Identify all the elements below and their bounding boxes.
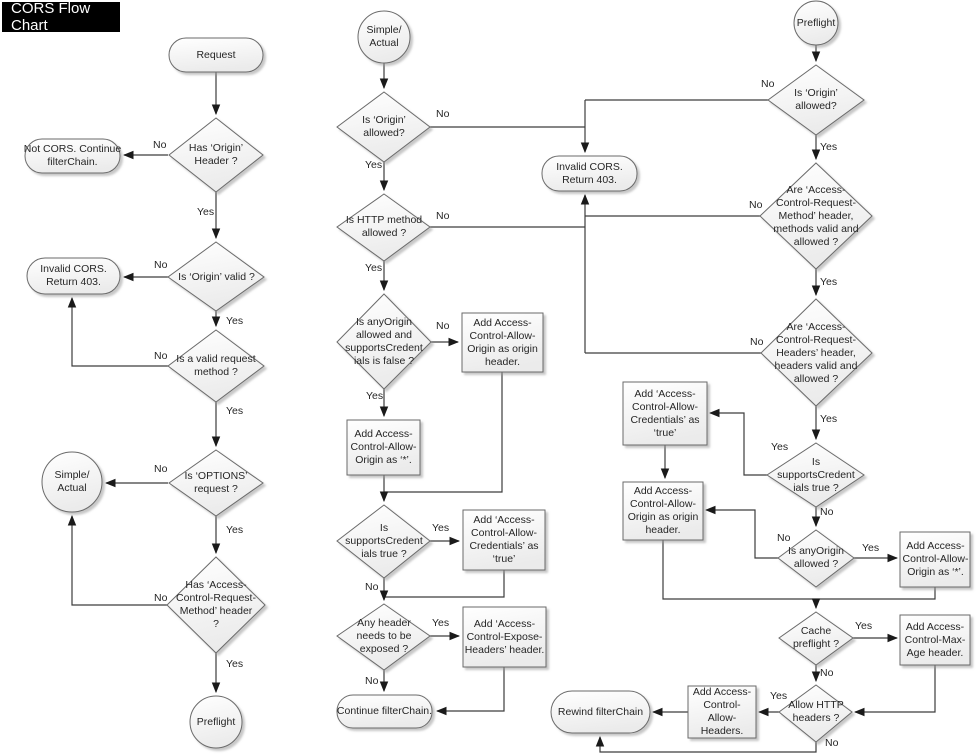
edge-label-yes: Yes [862, 542, 880, 554]
valid-request-method-decision [168, 330, 264, 402]
add-acao-origin-header-col2-label: Add Access- Control-Allow- Origin as origin header. [467, 316, 538, 368]
edge-label-yes: Yes [771, 441, 789, 453]
edge-label-yes: Yes [855, 620, 873, 632]
continue-filterchain-terminator [337, 695, 432, 728]
add-acao-star-col2-label: Add Access- Control-Allow- Origin as ‘*’. [350, 428, 417, 466]
add-allow-headers-label: Add Access- Control- Allow- Headers. [692, 686, 752, 737]
is-origin-allowed-col2-label: Is ‘Origin’ allowed? [362, 114, 406, 139]
any-header-exposed-label: Any header needs to be exposed ? [356, 617, 412, 655]
edge-label-no: No [154, 463, 168, 475]
add-acao-origin-header-process-col3 [623, 482, 703, 540]
is-options-request-decision [169, 450, 263, 516]
valid-request-method-label: Is a valid request method ? [176, 353, 256, 378]
simple-actual-connector-col1 [42, 452, 102, 512]
edge-label-no: No [154, 592, 168, 604]
edge-label-yes: Yes [226, 658, 244, 670]
connector [72, 516, 167, 605]
is-http-method-allowed-decision [337, 194, 430, 261]
has-origin-header-label: Has ‘Origin’ Header ? [188, 142, 244, 167]
add-acac-true-process-col2 [463, 510, 545, 570]
has-acrm-header-decision [167, 557, 265, 653]
preflight-connector-col3 [794, 1, 838, 45]
acrm-valid-allowed-decision [760, 163, 872, 269]
is-anyorigin-allowed-decision [778, 530, 854, 587]
is-origin-valid-decision [168, 242, 264, 311]
add-acac-true-col3-label: Add ‘Access- Control-Allow- Credentials’ as ‘true’ [630, 387, 700, 439]
rewind-filterchain-label: Rewind filterChain [557, 705, 644, 718]
anyorigin-supportscredentials-label: Is anyOrigin allowed and supportsCredent ials is false ? [345, 316, 423, 367]
connector [710, 413, 767, 475]
anyorigin-supportscredentials-decision [337, 294, 431, 389]
cache-preflight-label: Cache preflight ? [792, 625, 840, 650]
any-header-exposed-decision [337, 604, 430, 670]
edge-label-yes: Yes [365, 159, 383, 171]
edge-label-no: No [749, 199, 763, 211]
connector [384, 570, 504, 597]
acrh-valid-allowed-label: Are ‘Access- Control-Request- Headers’ header, headers valid and allowed ? [774, 320, 858, 385]
edge-label-yes: Yes [820, 276, 838, 288]
edge-label-no: No [154, 350, 168, 362]
add-acac-true-process-col3 [623, 382, 707, 445]
supports-credentials-decision-col3 [767, 443, 864, 507]
edge-label-no: No [436, 320, 450, 332]
rewind-filterchain-terminator [551, 691, 650, 733]
add-acao-star-process-col3 [900, 532, 970, 587]
edge-label-yes: Yes [226, 405, 244, 417]
is-options-request-label: Is ‘OPTIONS’ request ? [184, 470, 248, 495]
add-acao-origin-header-col3-label: Add Access- Control-Allow- Origin as origin header. [627, 485, 699, 536]
is-origin-allowed-col3-label: Is ‘Origin’ allowed? [794, 87, 838, 112]
supports-credentials-col2-label: Is supportsCredent ials true ? [345, 521, 423, 560]
invalid-cors-terminator-mid [542, 156, 637, 191]
edge-label-yes: Yes [820, 141, 838, 153]
not-cors-terminator [25, 139, 120, 173]
preflight-col3-label: Preflight [796, 16, 836, 29]
acrh-valid-allowed-decision [761, 299, 872, 406]
add-max-age-label: Add Access- Control-Max- Age header. [904, 620, 966, 659]
add-acao-star-col3-label: Add Access- Control-Allow- Origin as ‘*’. [902, 540, 969, 578]
edge-label-yes: Yes [365, 262, 383, 274]
edge-label-yes: Yes [366, 390, 384, 402]
edge-label-yes: Yes [820, 413, 838, 425]
connector [72, 298, 168, 366]
is-origin-valid-label: Is ‘Origin’ valid ? [178, 270, 255, 283]
edge-label-no: No [750, 336, 764, 348]
cache-preflight-decision [779, 612, 853, 665]
edge-label-no: No [820, 667, 834, 679]
edge-label-no: No [761, 78, 775, 90]
has-acrm-header-label: Has ‘Access- Control-Request- Method’ header ? [176, 579, 256, 630]
edge-label-yes: Yes [226, 315, 244, 327]
edge-label-yes: Yes [432, 522, 450, 534]
continue-filterchain-label: Continue filterChain. [336, 705, 433, 717]
edge-label-no: No [436, 108, 450, 120]
add-acao-origin-header-process-col2 [462, 313, 543, 372]
add-expose-headers-label: Add ‘Access- Control-Expose- Headers’ header. [464, 617, 545, 656]
edge-label-yes: Yes [197, 206, 215, 218]
invalid-cors-terminator-col1 [27, 258, 120, 294]
add-acac-true-col2-label: Add ‘Access- Control-Allow- Credentials’ as ‘true’ [469, 514, 539, 565]
preflight-col1-label: Preflight [196, 715, 236, 728]
edge-label-no: No [154, 259, 168, 271]
allow-http-headers-label: Allow HTTP headers ? [788, 699, 844, 724]
edge-label-no: No [777, 532, 791, 544]
is-http-method-allowed-label: Is HTTP method allowed ? [345, 214, 423, 239]
is-origin-allowed-decision-col3 [768, 65, 864, 135]
connector [437, 667, 504, 711]
preflight-connector-col1 [190, 696, 242, 748]
supports-credentials-decision-col2 [337, 505, 430, 578]
edge-label-no: No [820, 506, 834, 518]
simple-actual-connector-col2 [358, 11, 410, 63]
add-max-age-process [900, 615, 970, 665]
connector [855, 665, 935, 712]
simple-actual-col1-label: Simple/ Actual [54, 469, 90, 494]
edge-label-yes: Yes [770, 690, 788, 702]
add-acao-star-process-col2 [347, 420, 420, 475]
edge-label-no: No [825, 737, 839, 749]
edge-label-yes: Yes [226, 524, 244, 536]
connector [600, 737, 816, 752]
add-allow-headers-process [688, 686, 756, 738]
request-label: Request [196, 48, 236, 61]
add-expose-headers-process [463, 607, 546, 667]
not-cors-label: Not CORS. Continue filterChain. [23, 143, 122, 168]
is-anyorigin-allowed-label: Is anyOrigin allowed ? [787, 545, 845, 570]
allow-http-headers-decision [779, 685, 852, 742]
edge-label-no: No [153, 139, 167, 151]
simple-actual-col2-label: Simple/ Actual [366, 24, 402, 49]
edge-label-no: No [365, 675, 379, 687]
invalid-cors-col1-label: Invalid CORS. Return 403. [40, 263, 107, 288]
edge-label-yes: Yes [432, 617, 450, 629]
has-origin-header-decision [169, 118, 263, 192]
acrm-valid-allowed-label: Are ‘Access- Control-Request- Method’ header, methods valid and allowed ? [773, 183, 859, 248]
edge-label-no: No [436, 210, 450, 222]
page-title: CORS Flow Chart [2, 2, 120, 32]
invalid-cors-mid-label: Invalid CORS. Return 403. [556, 160, 623, 186]
supports-credentials-col3-label: Is supportsCredent ials true ? [777, 455, 855, 494]
is-origin-allowed-decision-col2 [337, 92, 430, 162]
request-terminator [169, 38, 263, 72]
connector [706, 510, 778, 558]
edge-label-no: No [365, 581, 379, 593]
